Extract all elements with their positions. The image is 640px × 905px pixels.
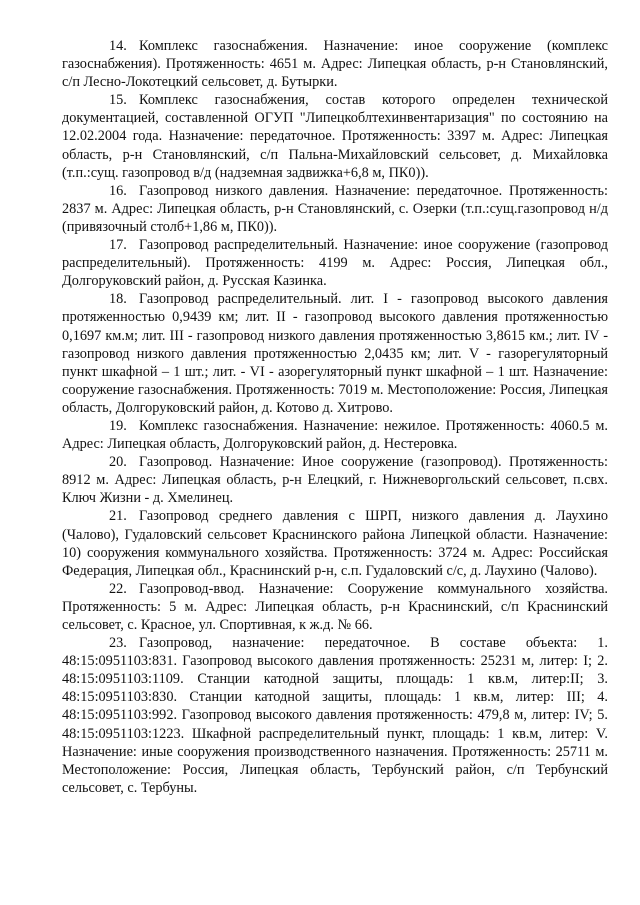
item-text: Газопровод, назначение: передаточное. В составе объекта: 1. 48:15:0951103:831. Газопровод высокого давления протяженность: 25231 м, литер: I; 2. 48:15:0951103:1109. Станции катодной защиты, площадь: 1 кв.м, литер:II; 3. 48:15:0951103:830. Станции катодной защиты, площадь: 1 кв.м, литер: III; 4. 48:15:0951103:992. Газопровод высокого давления протяженность: 479,8 м, литер: IV; 5. 48:15:0951103:1223. Шкафной распределительный пункт, площадь: 1 кв.м, литер: V. Назначение: иные сооружения производственного назначения. Протяженность: 25711 м. Местоположение: Россия, Липецкая область, Тербунский район, с/п Тербунский сельсовет, с. Тербуны. [62, 635, 608, 796]
item-number: 23. [109, 635, 127, 652]
item-text: Комплекс газоснабжения, состав которого определен технической документацией, составленной ОГУП "Липецкоблтехинвентаризация" по состоянию на 12.02.2004 года. Назначение: передаточное. Протяженность: 3397 м. Адрес: Липецкая область, р-н Становлянский, с/п Пальна-Михайловский сельсовет, д. Михайловка (т.п.:сущ. газопровод в/д (надземная задвижка+6,8 м, ПК0)). [62, 92, 608, 181]
item-number: 19. [109, 417, 127, 434]
list-item [62, 507, 608, 579]
item-number: 16. [109, 182, 127, 199]
document-body [62, 37, 608, 797]
item-text: Газопровод низкого давления. Назначение: передаточное. Протяженность: 2837 м. Адрес: Липецкая область, р-н Становлянский, с. Озерки (т.п.:сущ.газопровод н/д (привязочный столб+1,86 м, ПК0)). [62, 182, 608, 235]
item-text: Комплекс газоснабжения. Назначение: нежилое. Протяженность: 4060.5 м. Адрес: Липецкая область, Долгоруковский район, д. Нестеровка. [62, 417, 608, 453]
list-item [62, 91, 608, 181]
item-number: 15. [109, 92, 127, 109]
list-item [62, 290, 608, 417]
item-number: 14. [109, 38, 127, 54]
list-item [62, 37, 608, 91]
item-text: Газопровод среднего давления с ШРП, низкого давления д. Лаухино (Чалово), Гудаловский сельсовет Краснинского района Липецкой области. Назначение: 10) сооружения коммунального хозяйства. Протяженность: 3724 м. Адрес: Российская Федерация, Липецкая обл., Краснинский р-н, с.п. Гудаловский с/с, д. Лаухино (Чалово). [62, 508, 608, 579]
list-item [62, 417, 608, 453]
list-item [62, 182, 608, 236]
item-number: 22. [109, 580, 127, 597]
list-item [62, 453, 608, 507]
item-text: Газопровод распределительный. лит. I - газопровод высокого давления протяженностью 0,9439 км; лит. II - газопровод высокого давления протяженностью 0,1697 км.м; лит. III - газопровод низкого давления протяженностью 3,8615 км.; лит. IV - газопровод низкого давления протяженностью 2,0435 км; лит. V - газорегуляторный пункт шкафной – 1 шт.; лит. - VI - азорегуляторный пункт шкафной – 1 шт. Назначение: сооружение газоснабжения. Протяженность: 7019 м. Местоположение: Россия, Липецкая область, Долгоруковский район, д. Котово д. Хитрово. [62, 291, 608, 416]
item-text: Комплекс газоснабжения. Назначение: иное сооружение (комплекс газоснабжения). Протяженность: 4651 м. Адрес: Липецкая область, р-н Становлянский, с/п Лесно-Локотецкий сельсовет, д. Бутырки. [62, 38, 608, 91]
item-number: 18. [109, 291, 127, 308]
list-item [62, 634, 608, 797]
item-number: 17. [109, 237, 127, 254]
item-number: 20. [109, 454, 127, 471]
list-item [62, 580, 608, 634]
list-item [62, 236, 608, 290]
item-text: Газопровод распределительный. Назначение: иное сооружение (газопровод распределительный). Протяженность: 4199 м. Адрес: Россия, Липецкая обл., Долгоруковский район, д. Русская Казинка. [62, 237, 608, 290]
item-number: 21. [109, 508, 127, 525]
item-text: Газопровод-ввод. Назначение: Сооружение коммунального хозяйства. Протяженность: 5 м. Адрес: Липецкая область, р-н Краснинский, с/п Краснинский сельсовет, с. Красное, ул. Спортивная, к ж.д. № 66. [62, 580, 608, 633]
item-text: Газопровод. Назначение: Иное сооружение (газопровод). Протяженность: 8912 м. Адрес: Липецкая область, р-н Елецкий, г. Нижневоргольский сельсовет, п.свх. Ключ Жизни - д. Хмелинец. [62, 454, 608, 507]
